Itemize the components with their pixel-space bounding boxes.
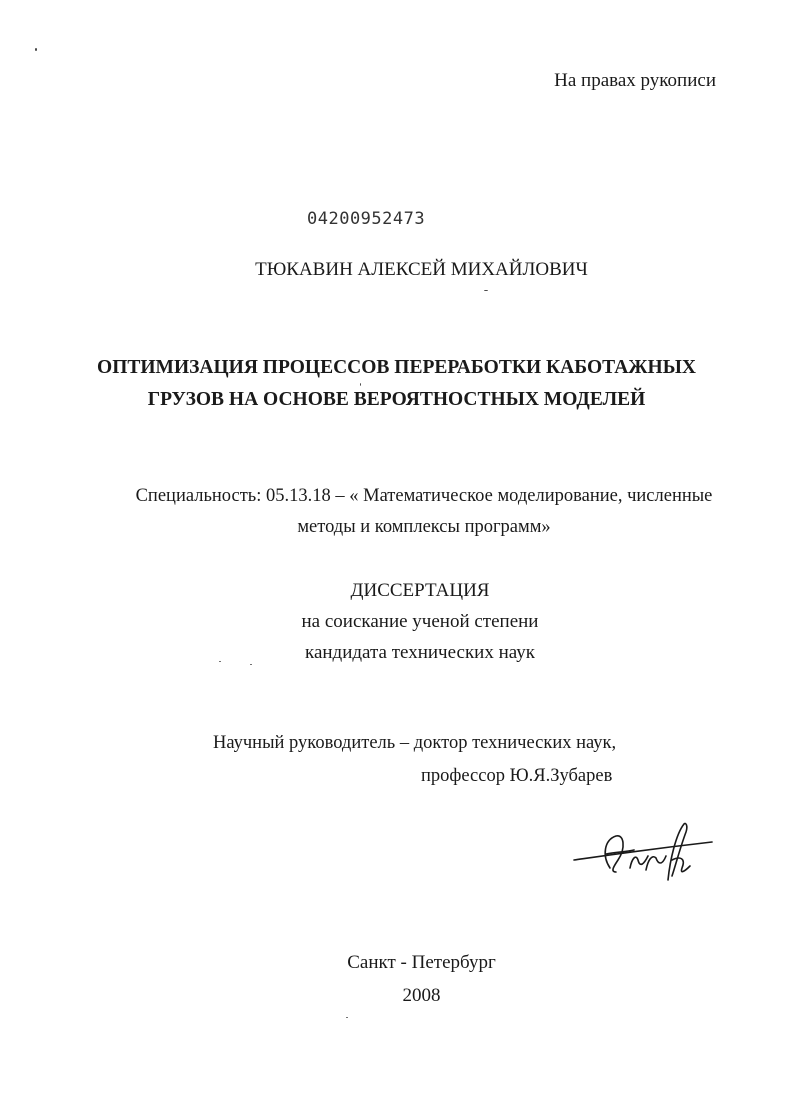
title-line-2: ГРУЗОВ НА ОСНОВЕ ВЕРОЯТНОСТНЫХ МОДЕЛЕЙ — [147, 389, 646, 410]
scan-speck — [250, 664, 252, 665]
city: Санкт - Петербург — [347, 952, 496, 973]
advisor-line-1: Научный руководитель – доктор технических наук, — [213, 733, 617, 753]
scan-speck — [219, 661, 221, 662]
scan-speck — [360, 383, 361, 386]
specialty-line-1: Специальность: 05.13.18 – « Математическое моделирование, численные — [135, 486, 713, 506]
specialty-block — [0, 481, 793, 543]
document-type-block — [0, 575, 793, 668]
handwritten-signature — [572, 820, 717, 890]
specialty-line-2: методы и комплексы программ» — [297, 517, 551, 537]
title-line-1: ОПТИМИЗАЦИЯ ПРОЦЕССОВ ПЕРЕРАБОТКИ КАБОТАЖНЫХ — [97, 357, 696, 378]
manuscript-rights-note: На правах рукописи — [554, 70, 716, 91]
scan-speck — [484, 290, 488, 291]
year: 2008 — [402, 985, 441, 1006]
dissertation-title — [0, 352, 793, 416]
inventory-number: 04200952473 — [307, 209, 426, 229]
advisor-line-2: профессор Ю.Я.Зубарев — [421, 766, 613, 786]
document-type-heading: ДИССЕРТАЦИЯ — [350, 580, 490, 601]
document-type-field-line: кандидата технических наук — [305, 642, 535, 663]
author-name: ТЮКАВИН АЛЕКСЕЙ МИХАЙЛОВИЧ — [255, 259, 588, 280]
scan-speck — [346, 1017, 348, 1018]
document-type-degree-line: на соискание ученой степени — [301, 611, 539, 632]
scan-speck — [35, 48, 37, 51]
